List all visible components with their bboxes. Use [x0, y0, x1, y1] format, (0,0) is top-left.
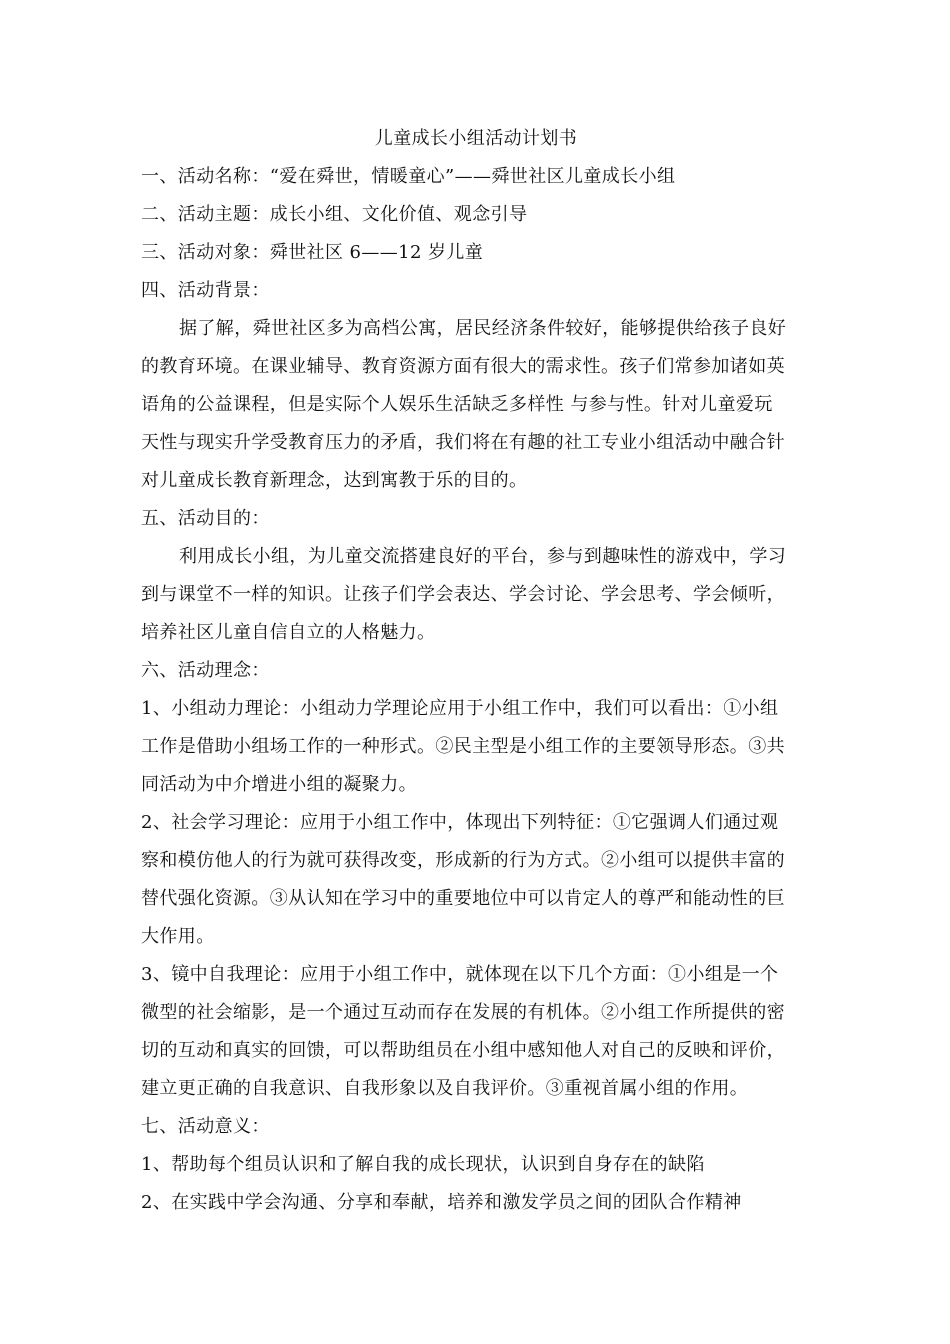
concept-item-line: 2、社会学习理论：应用于小组工作中，体现出下列特征：①它强调人们通过观 [141, 812, 779, 833]
background-paragraph-line: 语角的公益课程，但是实际个人娱乐生活缺乏多样性 与参与性。针对儿童爱玩 [141, 394, 773, 415]
concept-item-line: 同活动为中介增进小组的凝聚力。 [141, 774, 417, 795]
background-paragraph-line: 据了解，舜世社区多为高档公寓，居民经济条件较好，能够提供给孩子良好 [179, 318, 787, 339]
activity-name-line: 一、活动名称：“爱在舜世，情暖童心”——舜世社区儿童成长小组 [141, 166, 676, 187]
document-title: 儿童成长小组活动计划书 [374, 128, 578, 149]
purpose-paragraph-line: 到与课堂不一样的知识。让孩子们学会表达、学会讨论、学会思考、学会倾听， [141, 584, 785, 605]
concept-item-line: 工作是借助小组场工作的一种形式。②民主型是小组工作的主要领导形态。③共 [141, 736, 785, 757]
concept-item-line: 3、镜中自我理论：应用于小组工作中，就体现在以下几个方面：①小组是一个 [141, 964, 779, 985]
background-paragraph-line: 的教育环境。在课业辅导、教育资源方面有很大的需求性。孩子们常参加诸如英 [141, 356, 785, 377]
section-heading-significance: 七、活动意义： [141, 1116, 270, 1137]
section-heading-purpose: 五、活动目的： [141, 508, 270, 529]
significance-item-line: 2、在实践中学会沟通、分享和奉献，培养和激发学员之间的团队合作精神 [141, 1192, 742, 1213]
purpose-paragraph-line: 培养社区儿童自信自立的人格魅力。 [141, 622, 436, 643]
background-paragraph-line: 对儿童成长教育新理念，达到寓教于乐的目的。 [141, 470, 528, 491]
section-heading-background: 四、活动背景： [141, 280, 270, 301]
concept-item-line: 建立更正确的自我意识、自我形象以及自我评价。③重视首属小组的作用。 [141, 1078, 749, 1099]
concept-item-line: 微型的社会缩影，是一个通过互动而存在发展的有机体。②小组工作所提供的密 [141, 1002, 785, 1023]
concept-item-line: 替代强化资源。③从认知在学习中的重要地位中可以肯定人的尊严和能动性的巨 [141, 888, 785, 909]
significance-item-line: 1、帮助每个组员认识和了解自我的成长现状，认识到自身存在的缺陷 [141, 1154, 705, 1175]
document-body [141, 120, 811, 1222]
activity-theme-line: 二、活动主题：成长小组、文化价值、观念引导 [141, 204, 528, 225]
concept-item-line: 大作用。 [141, 926, 215, 947]
concept-item-line: 1、小组动力理论：小组动力学理论应用于小组工作中，我们可以看出：①小组 [141, 698, 779, 719]
purpose-paragraph-line: 利用成长小组，为儿童交流搭建良好的平台，参与到趣味性的游戏中，学习 [179, 546, 787, 567]
background-paragraph-line: 天性与现实升学受教育压力的矛盾，我们将在有趣的社工专业小组活动中融合针 [141, 432, 785, 453]
concept-item-line: 察和模仿他人的行为就可获得改变，形成新的行为方式。②小组可以提供丰富的 [141, 850, 785, 871]
concept-item-line: 切的互动和真实的回馈，可以帮助组员在小组中感知他人对自己的反映和评价， [141, 1040, 785, 1061]
section-heading-concept: 六、活动理念： [141, 660, 270, 681]
activity-target-line: 三、活动对象：舜世社区 6——12 岁儿童 [141, 242, 484, 263]
